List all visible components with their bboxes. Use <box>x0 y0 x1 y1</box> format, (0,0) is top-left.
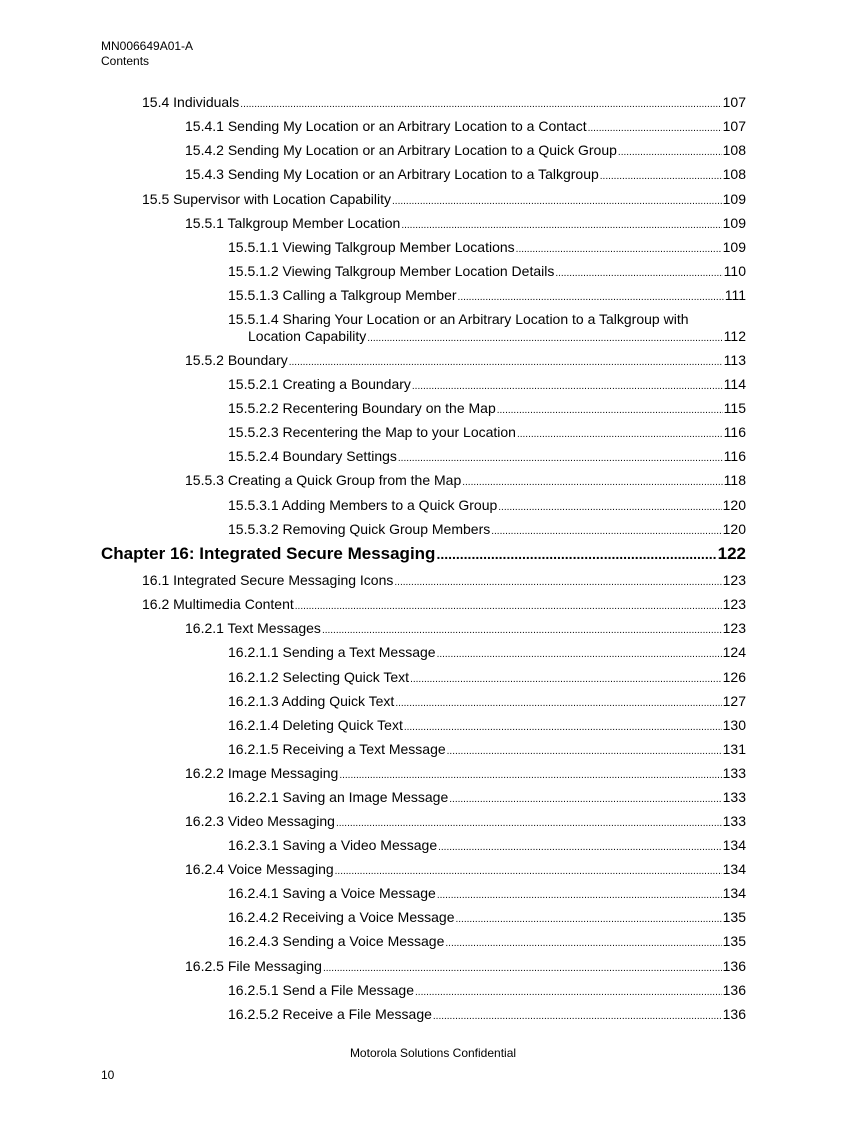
toc-entry[interactable] <box>228 982 746 1001</box>
toc-entry-page: 108 <box>722 142 746 158</box>
toc-entry[interactable] <box>228 311 746 347</box>
toc-entry-title: 15.5.2.2 Recentering Boundary on the Map <box>228 400 496 416</box>
toc-entry-title: 15.5.1.1 Viewing Talkgroup Member Locations <box>228 239 515 255</box>
toc-entry-title: 16.2.1.5 Receiving a Text Message <box>228 741 446 757</box>
toc-entry[interactable] <box>228 669 746 688</box>
chapter-title: Chapter 16: Integrated Secure Messaging <box>101 544 436 563</box>
toc-entry[interactable] <box>228 287 746 306</box>
toc-entry-title: 16.2.4 Voice Messaging <box>185 861 334 877</box>
toc-entry-title: 15.4 Individuals <box>142 94 240 110</box>
toc-entry[interactable] <box>228 1006 746 1025</box>
toc-entry-title: 16.2.3 Video Messaging <box>185 813 335 829</box>
toc-entry[interactable] <box>228 263 746 282</box>
toc-entry[interactable] <box>185 813 746 832</box>
toc-entry-page: 113 <box>723 352 746 368</box>
toc-entry-page: 109 <box>722 191 746 207</box>
toc-entry-page: 120 <box>722 497 746 513</box>
toc-entry-title: 15.4.3 Sending My Location or an Arbitrary Location to a Talkgroup <box>185 166 599 182</box>
toc-entry[interactable] <box>228 693 746 712</box>
toc-entry-title: 15.5.1.4 Sharing Your Location or an Arbitrary Location to a Talkgroup with <box>228 311 689 327</box>
toc-entry-page: 130 <box>722 717 746 733</box>
toc-entry-title: 16.2.3.1 Saving a Video Message <box>228 837 438 853</box>
toc-entry[interactable] <box>228 789 746 808</box>
toc-entry[interactable] <box>228 521 746 540</box>
footer-confidential: Motorola Solutions Confidential <box>349 1046 517 1060</box>
toc-entry-title: 16.2.1.1 Sending a Text Message <box>228 644 436 660</box>
toc-entry-title: 15.5.3.2 Removing Quick Group Members <box>228 521 491 537</box>
toc-entry[interactable] <box>228 644 746 663</box>
toc-entry-page: 124 <box>722 644 746 660</box>
toc-entry-title: 15.5.1.3 Calling a Talkgroup Member <box>228 287 457 303</box>
toc-entry-title: 16.1 Integrated Secure Messaging Icons <box>142 572 394 588</box>
toc-entry[interactable] <box>185 472 746 491</box>
toc-entry-title: 15.5.1.2 Viewing Talkgroup Member Location Details <box>228 263 555 279</box>
toc-entry-page: 118 <box>723 472 746 488</box>
toc-entry[interactable] <box>142 94 746 113</box>
toc-entry-page: 110 <box>723 263 746 279</box>
toc-entry[interactable] <box>228 909 746 928</box>
toc-entry-title: 15.4.2 Sending My Location or an Arbitrary Location to a Quick Group <box>185 142 617 158</box>
toc-entry-title: 16.2.1.3 Adding Quick Text <box>228 693 395 709</box>
toc-entry-page: 120 <box>722 521 746 537</box>
toc-entry-page: 135 <box>722 933 746 949</box>
toc-entry-page: 126 <box>722 669 746 685</box>
toc-entry-page: 135 <box>722 909 746 925</box>
toc-entry-title: 15.4.1 Sending My Location or an Arbitrary Location to a Contact <box>185 118 587 134</box>
toc-entry-title: 16.2.4.3 Sending a Voice Message <box>228 933 445 949</box>
toc-entry-title: 15.5.3.1 Adding Members to a Quick Group <box>228 497 498 513</box>
toc-entry-page: 107 <box>722 94 746 110</box>
toc-entry[interactable] <box>228 424 746 443</box>
toc-entry[interactable] <box>228 448 746 467</box>
toc-entry-page: 109 <box>722 215 746 231</box>
toc-entry-page: 133 <box>722 813 746 829</box>
toc-entry[interactable] <box>228 717 746 736</box>
toc-entry[interactable] <box>228 400 746 419</box>
toc-entry[interactable] <box>228 497 746 516</box>
toc-entry-title: 16.2.1 Text Messages <box>185 620 321 636</box>
toc-entry-title: 16.2.5 File Messaging <box>185 958 322 974</box>
section-name: Contents <box>101 54 150 68</box>
toc-entry-page: 122 <box>717 544 746 563</box>
toc-entry[interactable] <box>185 118 746 137</box>
toc-entry-title: 15.5.2.1 Creating a Boundary <box>228 376 411 392</box>
toc-entry-title: 16.2.2.1 Saving an Image Message <box>228 789 449 805</box>
toc-entry[interactable] <box>185 142 746 161</box>
toc-entry-page: 136 <box>722 958 746 974</box>
toc-entry-title: 16.2.1.2 Selecting Quick Text <box>228 669 410 685</box>
toc-entry[interactable] <box>185 861 746 880</box>
toc-entry[interactable] <box>228 933 746 952</box>
toc-entry-page: 114 <box>723 376 746 392</box>
toc-entry-page: 108 <box>722 166 746 182</box>
toc-entry-page: 123 <box>722 572 746 588</box>
page-number: 10 <box>101 1068 115 1082</box>
toc-entry-page: 134 <box>722 861 746 877</box>
toc-entry-page: 136 <box>722 982 746 998</box>
toc-entry-title: 16.2.5.1 Send a File Message <box>228 982 415 998</box>
toc-entry-title: 15.5.2.4 Boundary Settings <box>228 448 397 464</box>
toc-entry-title: 16.2 Multimedia Content <box>142 596 294 612</box>
toc-entry[interactable] <box>185 765 746 784</box>
toc-entry-page: 127 <box>722 693 746 709</box>
toc-entry-page: 111 <box>724 287 746 303</box>
toc-entry-page: 123 <box>722 620 746 636</box>
toc-entry-title: 16.2.4.2 Receiving a Voice Message <box>228 909 455 925</box>
toc-entry-title: 15.5 Supervisor with Location Capability <box>142 191 392 207</box>
toc-entry-title: 16.2.5.2 Receive a File Message <box>228 1006 432 1022</box>
toc-entry[interactable] <box>142 596 746 615</box>
toc-entry[interactable] <box>185 215 746 234</box>
toc-entry-page: 133 <box>722 765 746 781</box>
toc-entry[interactable] <box>142 191 746 210</box>
toc-entry[interactable] <box>185 620 746 639</box>
toc-entry-page: 115 <box>723 400 746 416</box>
toc-entry-page: 107 <box>722 118 746 134</box>
toc-entry-title: 16.2.1.4 Deleting Quick Text <box>228 717 403 733</box>
toc-entry-title: 16.2.4.1 Saving a Voice Message <box>228 885 436 901</box>
toc-entry-page: 123 <box>722 596 746 612</box>
toc-entry-title: 15.5.2.3 Recentering the Map to your Location <box>228 424 516 440</box>
toc-chapter-entry[interactable] <box>101 544 746 564</box>
toc-entry[interactable] <box>185 352 746 371</box>
toc-entry-page: 131 <box>722 741 746 757</box>
toc-entry-page: 133 <box>722 789 746 805</box>
toc-entry[interactable] <box>228 239 746 258</box>
toc-entry[interactable] <box>228 741 746 760</box>
toc-entry-title: 15.5.1 Talkgroup Member Location <box>185 215 401 231</box>
toc-entry-title: 15.5.2 Boundary <box>185 352 288 368</box>
toc-entry[interactable] <box>228 885 746 904</box>
toc-entry-page: 134 <box>722 885 746 901</box>
toc-entry[interactable] <box>185 958 746 977</box>
toc-entry-title: 15.5.3 Creating a Quick Group from the Map <box>185 472 462 488</box>
document-id: MN006649A01-A <box>101 39 194 53</box>
toc-entry[interactable] <box>185 166 746 185</box>
toc-entry[interactable] <box>228 837 746 856</box>
toc-entry[interactable] <box>228 376 746 395</box>
toc-entry-page: 109 <box>722 239 746 255</box>
toc-entry-page: 112 <box>723 328 746 344</box>
toc-entry-page: 116 <box>723 424 746 440</box>
toc-entry-page: 136 <box>722 1006 746 1022</box>
toc-entry-title: 16.2.2 Image Messaging <box>185 765 339 781</box>
toc-entry[interactable] <box>142 572 746 591</box>
toc-entry-page: 116 <box>723 448 746 464</box>
page-header <box>101 39 193 69</box>
toc-entry-title-continued: Location Capability <box>248 328 367 344</box>
toc-entry-page: 134 <box>722 837 746 853</box>
